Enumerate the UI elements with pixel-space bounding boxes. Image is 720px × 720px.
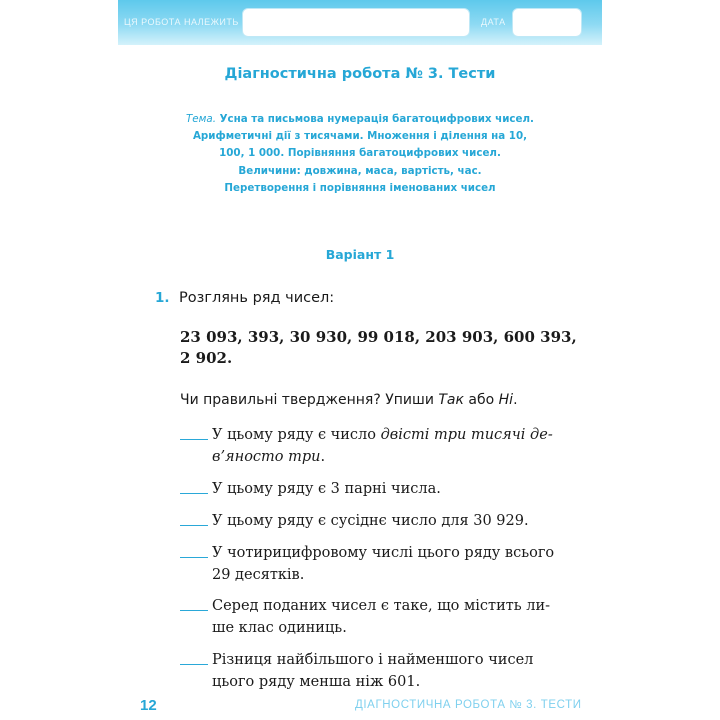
answer-blank-3[interactable] [180,511,208,526]
statement-5-line-1: Серед поданих чисел є таке, що містить ли- [212,598,551,614]
question [180,392,580,408]
statement-1-post: . [320,448,326,465]
theme-line-1-text: Усна та письмова нумерація багатоцифрових чисел. [219,113,534,125]
answer-blank-5[interactable] [180,596,208,611]
statement-1-pre: У цьому ряду є число [212,427,381,443]
answer-blank-1[interactable] [180,425,208,440]
statement-4-line-2: 29 десятків. [212,566,305,583]
statement-3 [180,511,580,534]
statement-6-text [212,650,580,693]
statement-2 [180,479,580,502]
statement-5-text [212,596,580,639]
answer-blank-2[interactable] [180,479,208,494]
statement-2-text: У цьому ряду є 3 парні числа. [212,481,441,497]
question-or: або [463,392,499,408]
statement-1-italic-2: в’яносто три [212,448,321,465]
answer-yes-word: Так [438,392,464,408]
statement-1-italic: двісті три тисячі де- [380,427,553,443]
question-prefix: Чи правильні твердження? Упиши [180,392,439,408]
theme-line-5: Перетворення і порівняння іменованих чисел [224,181,496,194]
owner-name-field[interactable] [242,8,470,37]
footer-title: ДІАГНОСТИЧНА РОБОТА № 3. ТЕСТИ [355,699,582,711]
header-band [118,0,602,45]
page-title: Діагностична робота № 3. Тести [224,66,496,82]
number-series-line-1: 23 093, 393, 30 930, 99 018, 203 903, 600 393, [180,328,577,346]
theme-line-1 [130,111,590,128]
theme-tag: Тема. [186,113,216,125]
number-series [180,327,590,369]
theme-line-2: Арифметичні дії з тисячами. Множення і ділення на 10, [192,130,528,143]
variant-heading: Варіант 1 [325,247,395,262]
date-field[interactable] [512,8,582,37]
statement-5 [180,596,580,636]
theme-line-4: Величини: довжина, маса, вартість, час. [238,164,482,177]
statement-1-text [212,425,580,468]
statement-4-line-1: У чотирицифровому числі цього ряду всього [212,545,555,561]
statement-1 [180,425,580,465]
answer-blank-6[interactable] [180,650,208,665]
theme-line-3: 100, 1 000. Порівняння багатоцифрових чисел. [219,147,501,160]
statement-6-line-1: Різниця найбільшого і найменшого чисел [212,652,534,668]
statement-4 [180,543,580,583]
answer-blank-4[interactable] [180,543,208,558]
question-end: . [513,392,518,408]
statement-6-line-2: цього ряду менша ніж 601. [212,673,421,690]
statement-3-text: У цьому ряду є сусіднє число для 30 929. [212,513,529,529]
task-prompt: Розглянь ряд чисел: [179,290,335,306]
date-label: ДАТА [481,17,506,27]
statement-5-line-2: ше клас одиниць. [212,619,347,636]
number-series-line-2: 2 902. [180,349,233,367]
page-number: 12 [140,697,157,714]
statement-4-text [212,543,580,586]
task-number: 1. [155,290,170,306]
answer-no-word: Ні [498,392,514,408]
statement-6 [180,650,580,690]
theme-block [130,111,590,197]
owner-label: ЦЯ РОБОТА НАЛЕЖИТЬ [124,17,239,27]
